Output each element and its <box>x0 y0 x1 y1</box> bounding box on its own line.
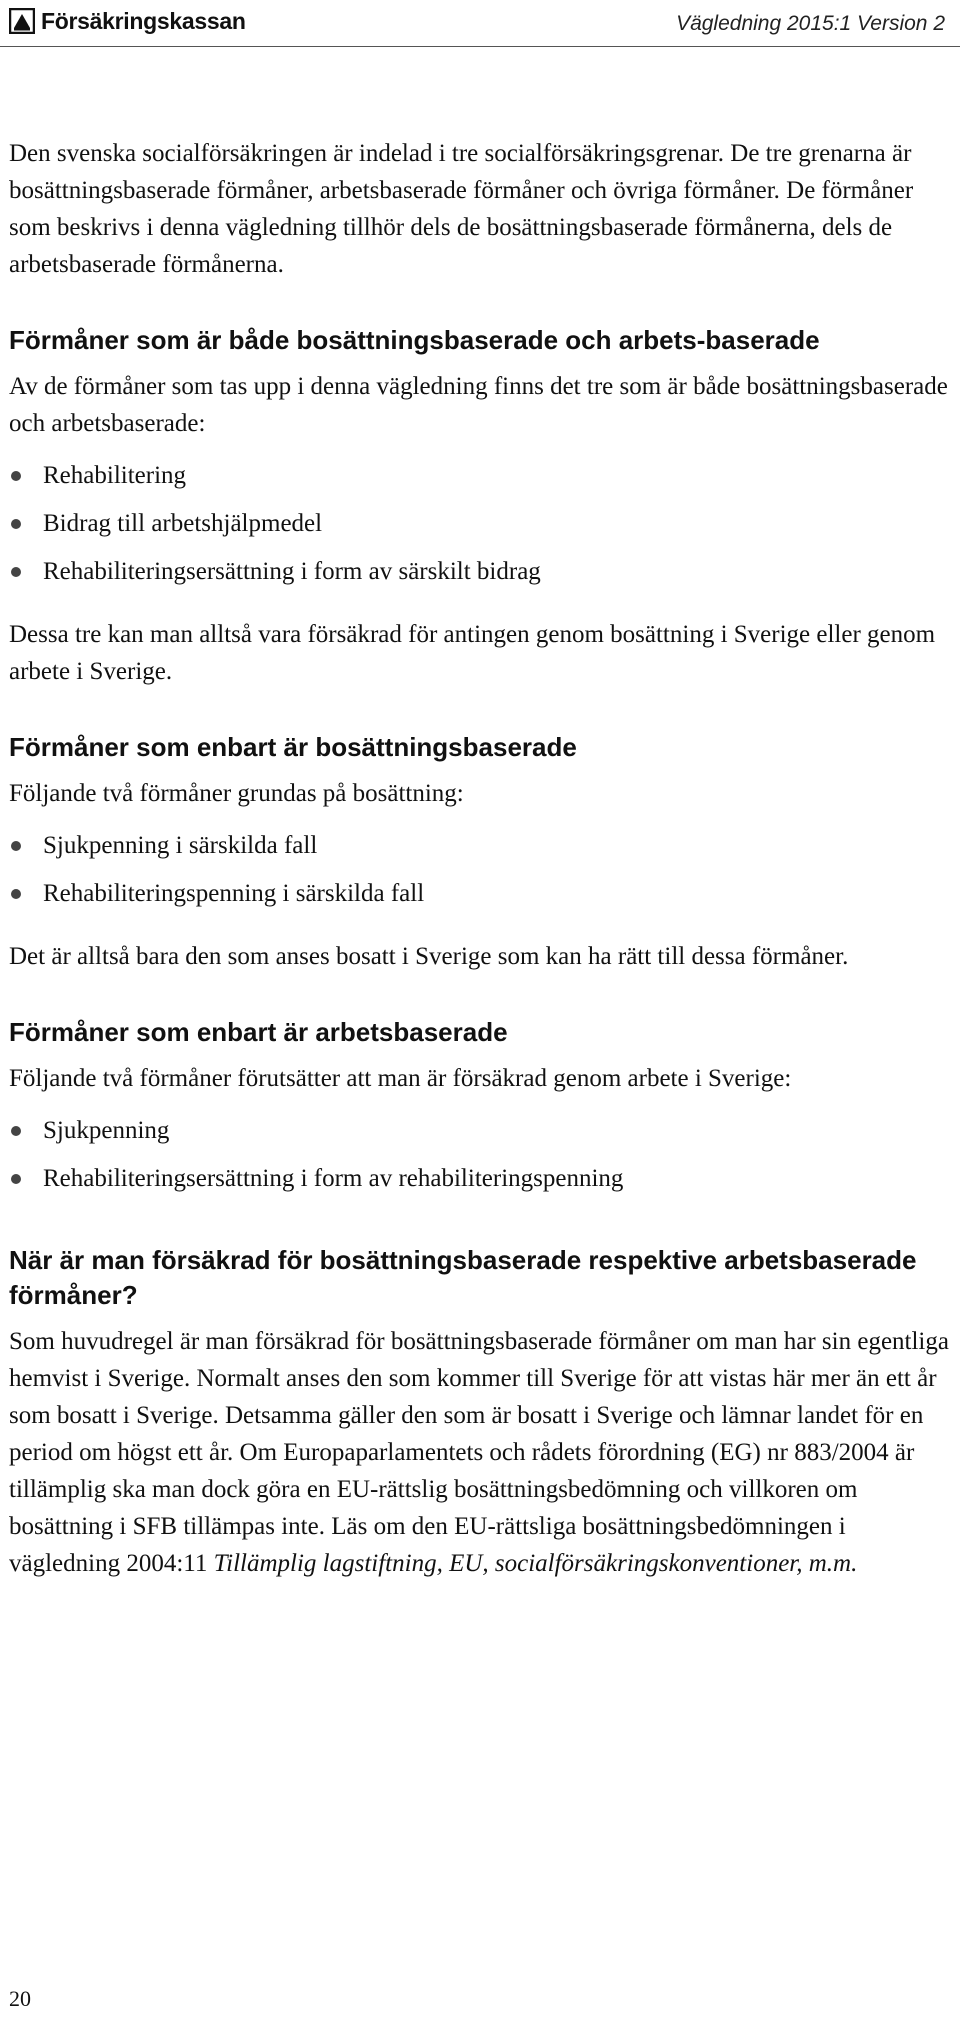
bullet-icon <box>11 1126 21 1136</box>
bullet-list <box>9 452 954 596</box>
logo <box>9 6 246 36</box>
list-item: Bidrag till arbetshjälpmedel <box>9 500 954 548</box>
list-item: Sjukpenning i särskilda fall <box>9 822 954 870</box>
bullet-list <box>9 822 954 918</box>
section-after: Dessa tre kan man alltså vara försäkrad för antingen genom bosättning i Sverige eller genom arbete i Sverige. <box>9 621 936 685</box>
logo-text: Försäkringskassan <box>41 7 246 34</box>
list-item: Sjukpenning <box>9 1107 954 1155</box>
section-heading: Förmåner som enbart är arbetsbaserade <box>9 1017 508 1047</box>
page-content <box>9 135 954 1582</box>
page-header <box>0 0 960 47</box>
section-lead: Följande två förmåner grundas på bosättning: <box>9 780 464 807</box>
intro-paragraph: Den svenska socialförsäkringen är indelad i tre socialförsäkringsgrenar. De tre grenarna är bosättningsbaserade förmåner, arbetsbaserade förmåner och övriga förmåner. De förmåner som beskrivs i denna vägledning tillhör dels de bosättningsbaserade förmånerna, dels de arbetsbaserade förmånerna. <box>9 140 914 278</box>
section-body: Som huvudregel är man försäkrad för bosättningsbaserade förmåner om man har sin egentliga hemvist i Sverige. Normalt anses den som kommer till Sverige för att vistas här mer än ett år som bosatt i Sverige. Detsamma gäller den som är bosatt i Sverige och lämnar landet för en period om högst ett år. Om Europaparlamentets och rådets förordning (EG) nr 883/2004 är tillämplig ska man dock göra en EU-rättslig bosättningsbedömning och villkoren om bosättning i SFB tillämpas inte. Läs om den EU-rättsliga bosättningsbedömningen i vägledning 2004:11 Tillämplig lagstiftning, EU, socialförsäkringskonventioner, m.m. <box>9 1328 949 1577</box>
section-lead: Följande två förmåner förutsätter att man är försäkrad genom arbete i Sverige: <box>9 1065 792 1092</box>
section-after: Det är alltså bara den som anses bosatt i Sverige som kan ha rätt till dessa förmåner. <box>9 943 849 970</box>
list-item: Rehabiliteringspenning i särskilda fall <box>9 870 954 918</box>
bullet-icon <box>11 889 21 899</box>
bullet-icon <box>11 519 21 529</box>
bullet-icon <box>11 841 21 851</box>
list-item: Rehabilitering <box>9 452 954 500</box>
list-item: Rehabiliteringsersättning i form av särskilt bidrag <box>9 548 954 596</box>
logo-icon <box>9 8 35 34</box>
bullet-icon <box>11 471 21 481</box>
page-number: 20 <box>9 1986 31 2011</box>
section-heading: Förmåner som enbart är bosättningsbaserade <box>9 732 577 762</box>
section-heading: Förmåner som är både bosättningsbaserade och arbets-baserade <box>9 325 820 355</box>
document-reference: Vägledning 2015:1 Version 2 <box>676 12 945 35</box>
list-item: Rehabiliteringsersättning i form av rehabiliteringspenning <box>9 1155 954 1203</box>
section-lead: Av de förmåner som tas upp i denna vägledning finns det tre som är både bosättningsbaserade och arbetsbaserade: <box>9 373 948 437</box>
italic-reference: Tillämplig lagstiftning, EU, socialförsäkringskonventioner, m.m. <box>213 1550 858 1577</box>
section-heading: När är man försäkrad för bosättningsbaserade respektive arbetsbaserade förmåner? <box>9 1245 917 1310</box>
bullet-list <box>9 1107 954 1203</box>
bullet-icon <box>11 567 21 577</box>
bullet-icon <box>11 1174 21 1184</box>
